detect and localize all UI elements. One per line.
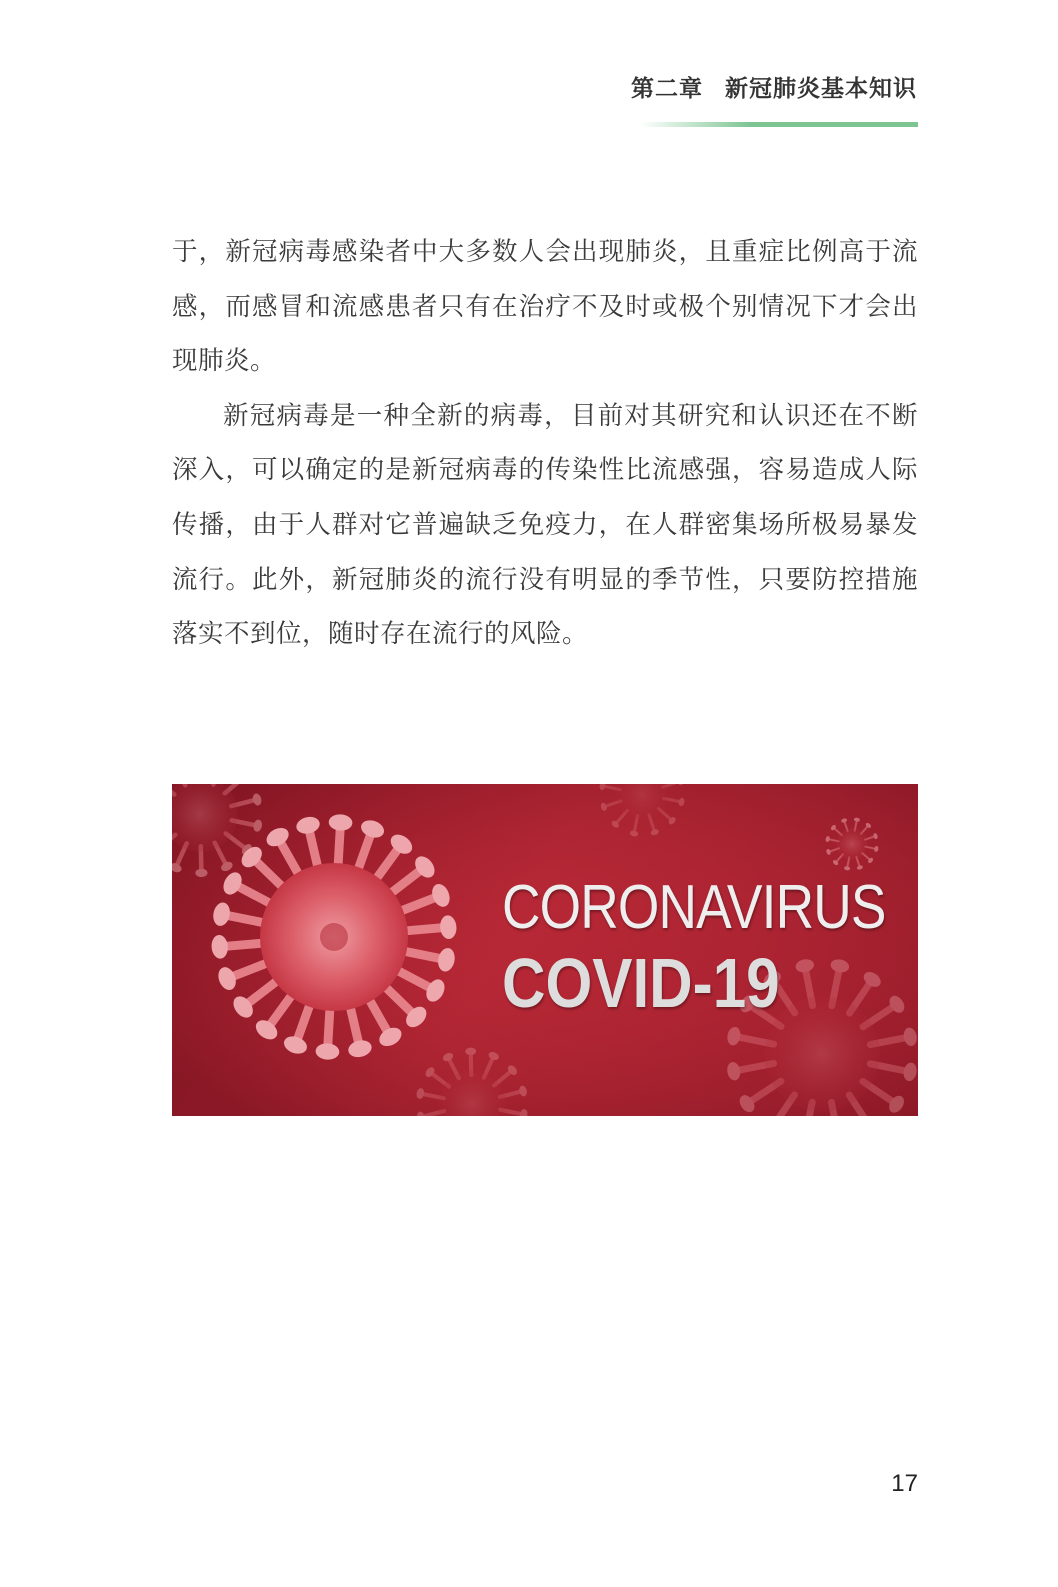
paragraph-continued: 于，新冠病毒感染者中大多数人会出现肺炎，且重症比例高于流感，而感冒和流感患者只有在治疗不及时或极个别情况下才会出现肺炎。 bbox=[172, 237, 918, 377]
page-number: 17 bbox=[891, 1470, 918, 1497]
chapter-title: 新冠肺炎基本知识 bbox=[725, 76, 917, 102]
running-header bbox=[631, 70, 917, 103]
coronavirus-banner-image bbox=[172, 784, 918, 1116]
banner-title-covid19: COVID-19 bbox=[502, 944, 780, 1022]
header-rule bbox=[640, 122, 918, 127]
banner-title-coronavirus: CORONAVIRUS bbox=[502, 873, 886, 942]
body-text bbox=[172, 225, 918, 662]
chapter-number: 第二章 bbox=[631, 76, 703, 102]
banner-text bbox=[502, 872, 886, 1022]
paragraph-novel-virus: 新冠病毒是一种全新的病毒，目前对其研究和认识还在不断深入，可以确定的是新冠病毒的传染性比流感强，容易造成人际传播，由于人群对它普遍缺乏免疫力，在人群密集场所极易暴发流行。此外，新冠肺炎的流行没有明显的季节性，只要防控措施落实不到位，随时存在流行的风险。 bbox=[172, 400, 918, 650]
